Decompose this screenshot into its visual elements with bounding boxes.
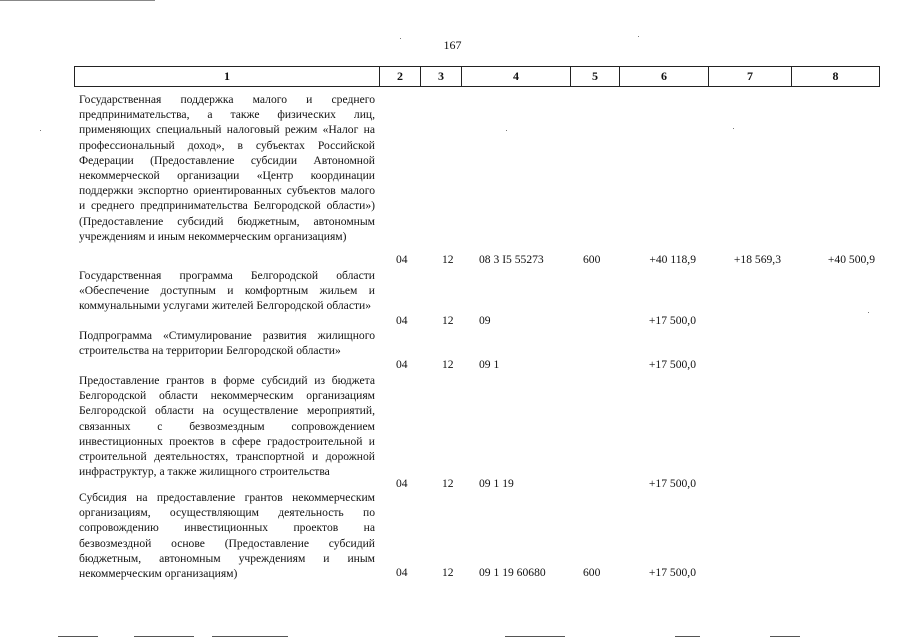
- cell-rz: 04: [396, 314, 408, 327]
- cell-sum-1: +17 500,0: [648, 566, 696, 579]
- cell-pr: 12: [442, 314, 454, 327]
- cell-pr: 12: [442, 358, 454, 371]
- row-description: Подпрограмма «Стимулирование развития жилищного строительства на территории Белгородской области»: [79, 329, 375, 358]
- cell-csr: 08 3 I5 55273: [479, 253, 544, 266]
- row-description: Государственная программа Белгородской области «Обеспечение доступным и комфортным жильем и коммунальными услугами жителей Белгородской области»: [79, 269, 375, 313]
- page-number: 167: [443, 38, 462, 52]
- row-description: Предоставление грантов в форме субсидий из бюджета Белгородской области некоммерческим организациям Белгородской области на осуществление мероприятий, связанных с безвозмездным сопровождением инвестиционных проектов в сфере градостроительной и строительной деятельностях, транспортной и дорожной инфраструктур, а также жилищного строительства: [79, 374, 375, 479]
- cell-csr: 09 1 19 60680: [479, 566, 546, 579]
- cell-sum-1: +40 118,9: [649, 253, 696, 266]
- cell-sum-1: +17 500,0: [648, 314, 696, 327]
- row-description: Субсидия на предоставление грантов некоммерческим организациям, осуществляющим деятельность по сопровождению инвестиционных проектов на безвозмездной основе (Предоставление субсидий бюджетным, автономным учреждениям и иным некоммерческим организациям): [79, 491, 375, 581]
- cell-sum-1: +17 500,0: [648, 358, 696, 371]
- cell-csr: 09 1: [479, 358, 500, 371]
- cell-csr: 09 1 19: [479, 477, 514, 490]
- row-description: Государственная поддержка малого и среднего предпринимательства, а также физических лиц, применяющих специальный налоговый режим «Налог на профессиональный доход», в субъектах Российской Федерации (Предоставление субсидии Автономной некоммерческой организации «Центр координации поддержки экспортно ориентированных субъектов малого и среднего предпринимательства Белгородской области») (Предоставление субсидий бюджетным, автономным учреждениям и иным некоммерческим организациям): [79, 93, 375, 243]
- col-header-7: 7: [709, 67, 792, 87]
- col-header-1: 1: [75, 67, 380, 87]
- cell-vr: 600: [583, 253, 601, 266]
- col-header-4: 4: [462, 67, 571, 87]
- cell-pr: 12: [442, 253, 454, 266]
- cell-sum-3: +40 500,9: [827, 253, 875, 266]
- cell-sum-2: +18 569,3: [733, 253, 781, 266]
- cell-rz: 04: [396, 358, 408, 371]
- cell-vr: 600: [583, 566, 601, 579]
- cell-pr: 12: [442, 566, 454, 579]
- cell-csr: 09: [479, 314, 491, 327]
- col-header-6: 6: [620, 67, 709, 87]
- cell-rz: 04: [396, 477, 408, 490]
- cell-sum-1: +17 500,0: [648, 477, 696, 490]
- col-header-8: 8: [792, 67, 880, 87]
- col-header-2: 2: [380, 67, 421, 87]
- col-header-3: 3: [421, 67, 462, 87]
- cell-rz: 04: [396, 253, 408, 266]
- cell-rz: 04: [396, 566, 408, 579]
- col-header-5: 5: [571, 67, 620, 87]
- cell-pr: 12: [442, 477, 454, 490]
